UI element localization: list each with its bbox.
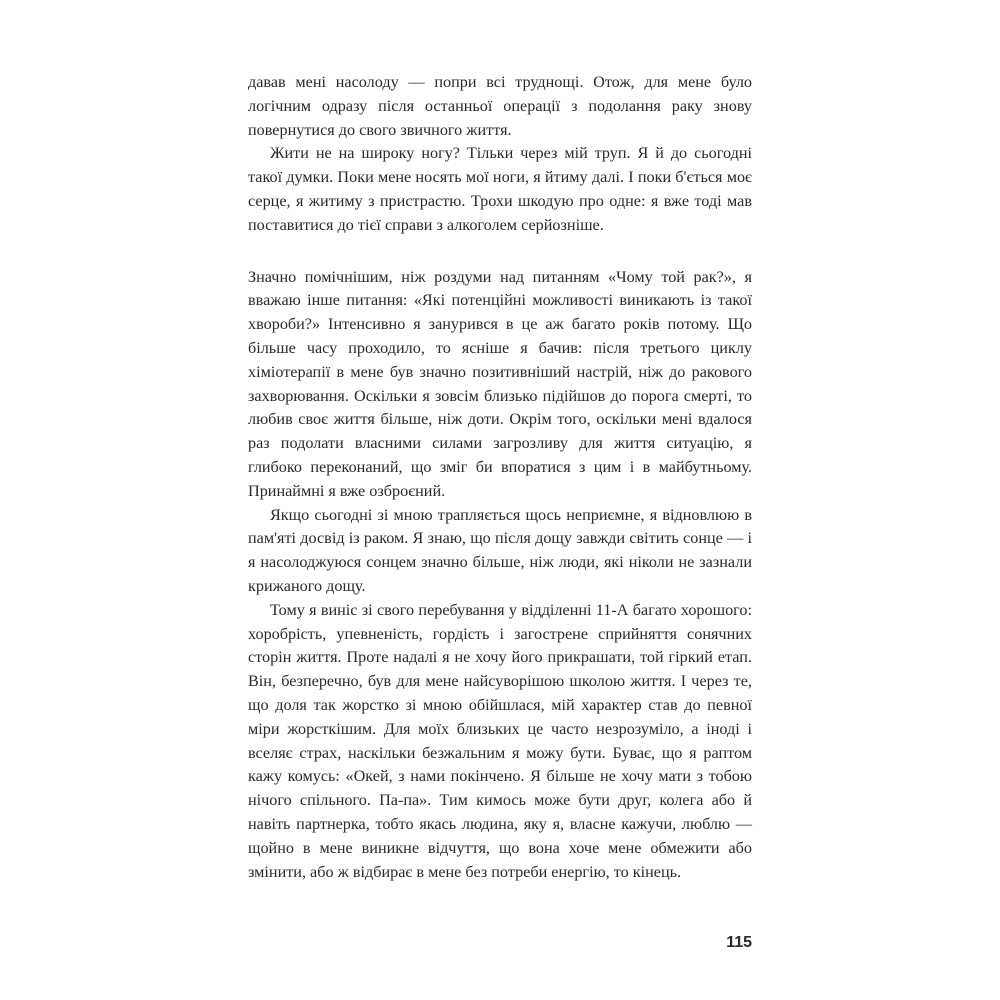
paragraph-5: Тому я виніс зі свого перебування у відділенні 11-А багато хорошого: хоробрість, упевненість, гордість і загострене сприйняття сонячних сторін життя. Проте надалі я не хочу його прикрашати, той гіркий етап. Він, безперечно, був для мене найсуворішою школою життя. І через те, що доля так жорстко зі мною обійшлася, мій характер став до певної міри жорсткішим. Для моїх близьких це часто незрозуміло, а іноді і вселяє страх, наскільки безжальним я можу бути. Буває, що я раптом кажу комусь: «Окей, з нами покінчено. Я більше не хочу мати з тобою нічого спільного. Па-па». Тим кимось може бути друг, колега або й навіть партнерка, тобто якась людина, яку я, власне кажучи, люблю — щойно в мене виникне відчуття, що вона хоче мене обмежити або змінити, або ж відбирає в мене без потреби енергію, то кінець. [248,600,752,881]
book-page [248,71,752,961]
paragraph-2: Жити не на широку ногу? Тільки через мій труп. Я й до сьогодні такої думки. Поки мене носять мої ноги, я йтиму далі. І поки б'ється моє серце, я житиму з пристрастю. Трохи шкодую про одне: я вже тоді мав поставитися до тієї справи з алкоголем серйозніше. [248,144,752,234]
paragraph-4: Якщо сьогодні зі мною трапляється щось неприємне, я відновлюю в пам'яті досвід із раком. Я знаю, що після дощу завжди світить сонце — і я насолоджуюся сонцем значно більше, ніж люди, які ніколи не зазнали крижаного дощу. [248,505,752,595]
page-number: 115 [726,934,752,951]
paragraph-1: давав мені насолоду — попри всі труднощі. Отож, для мене було логічним одразу після останньої операції з подолання раку знову повернутися до свого звичного життя. [248,73,752,139]
section-break [248,238,752,266]
paragraph-3: Значно помічнішим, ніж роздуми над питанням «Чому той рак?», я вважаю інше питання: «Які потенційні можливості виникають із такої хвороби?» Інтенсивно я занурився в це аж багато років потому. Що більше часу проходило, то ясніше я бачив: після третього циклу хіміотерапії в мене був значно позитивніший настрій, ніж до ракового захворювання. Оскільки я зовсім близько підійшов до порога смерті, то любив своє життя більше, ніж доти. Окрім того, оскільки мені вдалося раз подолати власними силами загрозливу для життя ситуацію, я глибоко переконаний, що зміг би впоратися з цим і в майбутньому. Принаймні я вже озброєний. [248,267,752,500]
